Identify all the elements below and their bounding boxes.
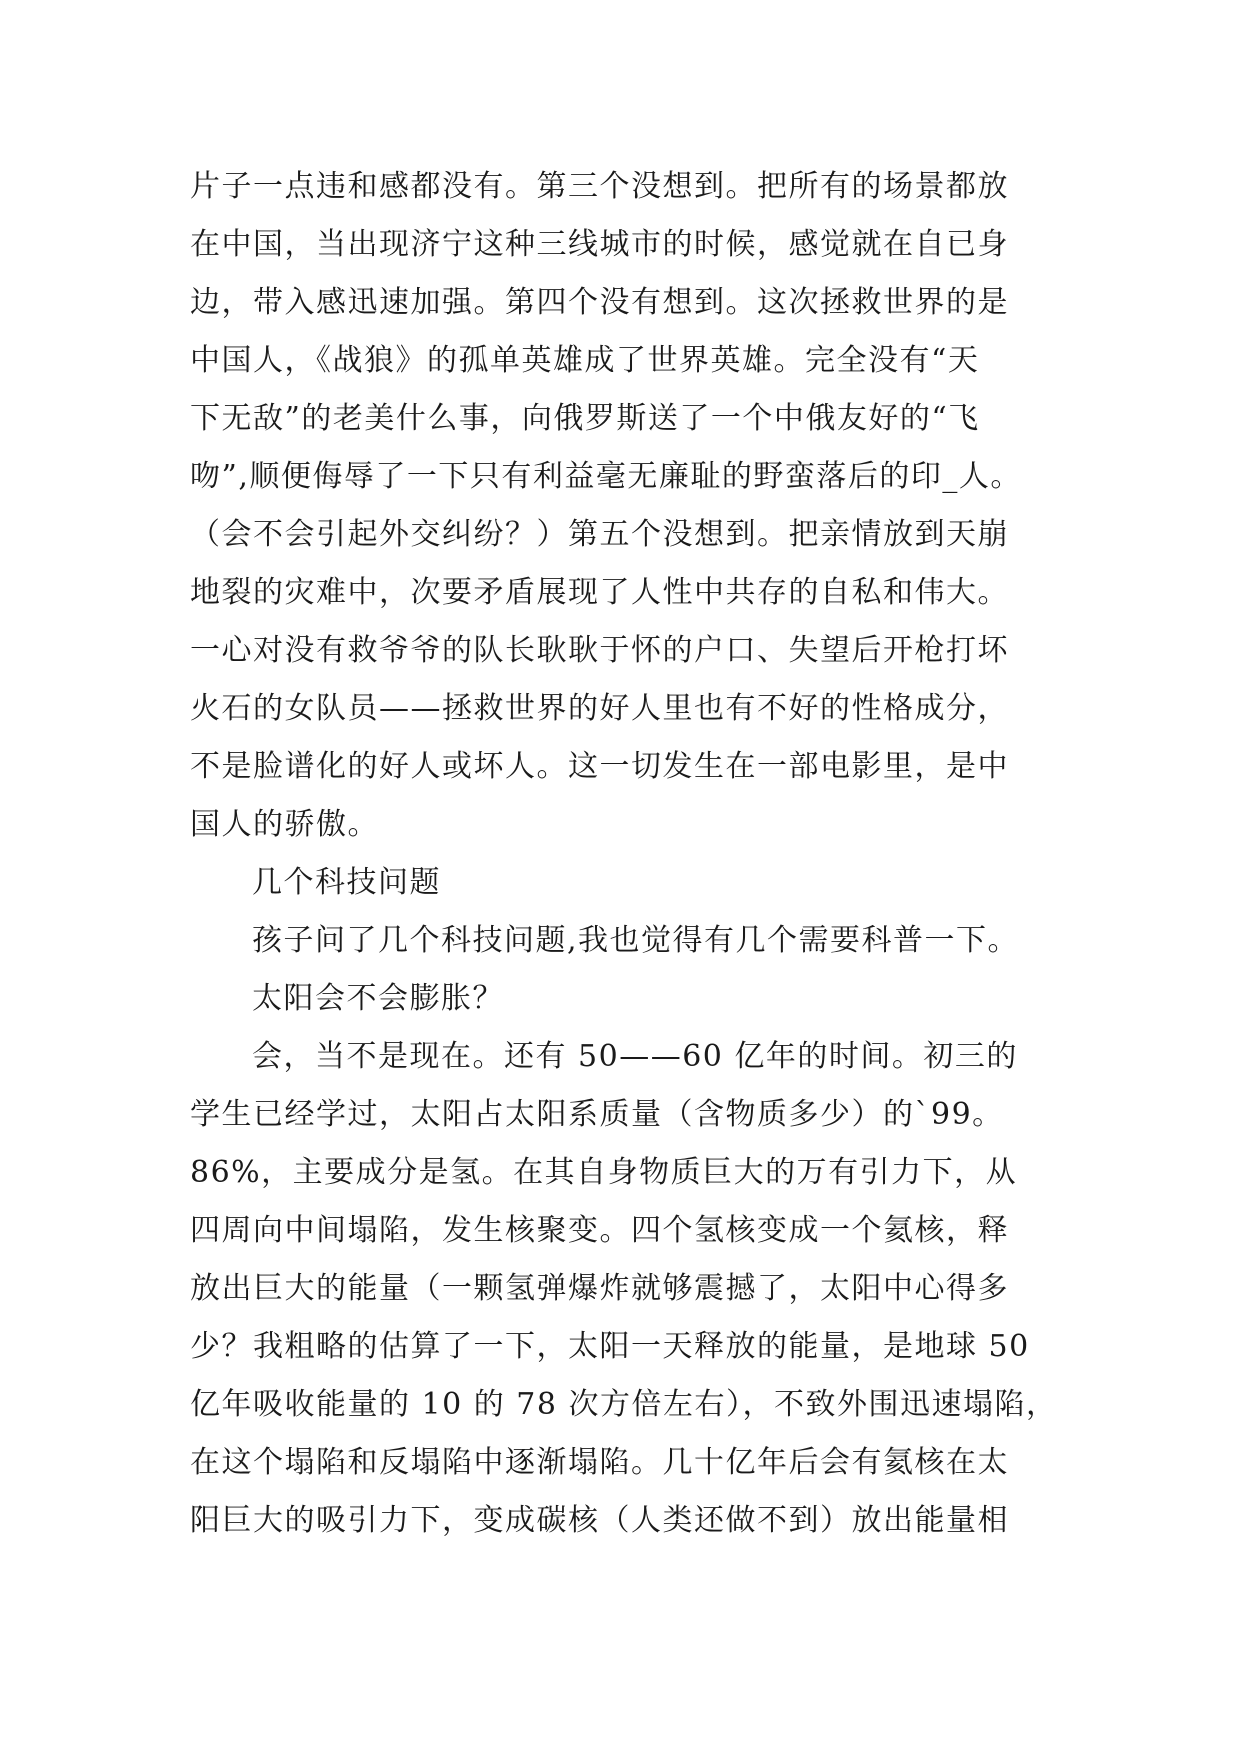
text-line: 少？我粗略的估算了一下，太阳一天释放的能量，是地球 50 [190,1329,1030,1364]
text-line: 不是脸谱化的好人或坏人。这一切发生在一部电影里，是中 [190,749,1009,784]
text-line: 吻”,顺便侮辱了一下只有利益毫无廉耻的野蛮落后的印_人。 [190,459,1022,494]
text-line: 地裂的灾难中，次要矛盾展现了人性中共存的自私和伟大。 [190,575,1009,610]
text-line: 四周向中间塌陷，发生核聚变。四个氢核变成一个氦核，释 [190,1213,1009,1248]
text-line: 在中国，当出现济宁这种三线城市的时候，感觉就在自已身 [190,227,1009,262]
paragraph-intro: 孩子问了几个科技问题,我也觉得有几个需要科普一下。 [252,923,1020,958]
text-line: 放出巨大的能量（一颗氢弹爆炸就够震撼了，太阳中心得多 [190,1271,1009,1306]
text-line: 学生已经学过，太阳占太阳系质量（含物质多少）的`99。 [190,1097,1004,1132]
text-line: 一心对没有救爷爷的队长耿耿于怀的户口、失望后开枪打坏 [190,633,1009,668]
text-line: 亿年吸收能量的 10 的 78 次方倍左右），不致外围迅速塌陷， [190,1387,1058,1422]
text-line: 中国人，《战狼》的孤单英雄成了世界英雄。完全没有“天 [190,343,980,378]
text-line: 在这个塌陷和反塌陷中逐渐塌陷。几十亿年后会有氦核在太 [190,1445,1009,1480]
text-line: 火石的女队员——拯救世界的好人里也有不好的性格成分， [190,691,1009,726]
text-line: 片子一点违和感都没有。第三个没想到。把所有的场景都放 [190,169,1009,204]
question-heading: 太阳会不会膨胀？ [252,981,504,1016]
section-heading: 几个科技问题 [252,865,441,900]
text-line: 下无敌”的老美什么事，向俄罗斯送了一个中俄友好的“飞 [190,401,980,436]
document-body [190,158,1070,1550]
text-line: 国人的骄傲。 [190,807,379,842]
paragraph-film-review [190,158,1070,854]
paragraph-sun-answer [190,1028,1070,1550]
text-line: 阳巨大的吸引力下，变成碳核（人类还做不到）放出能量相 [190,1503,1009,1538]
text-line: 86%，主要成分是氢。在其自身物质巨大的万有引力下，从 [190,1155,1018,1190]
text-line: （会不会引起外交纠纷？）第五个没想到。把亲情放到天崩 [190,517,1009,552]
text-line: 会，当不是现在。还有 50——60 亿年的时间。初三的 [252,1039,1018,1074]
text-line: 边，带入感迅速加强。第四个没有想到。这次拯救世界的是 [190,285,1009,320]
